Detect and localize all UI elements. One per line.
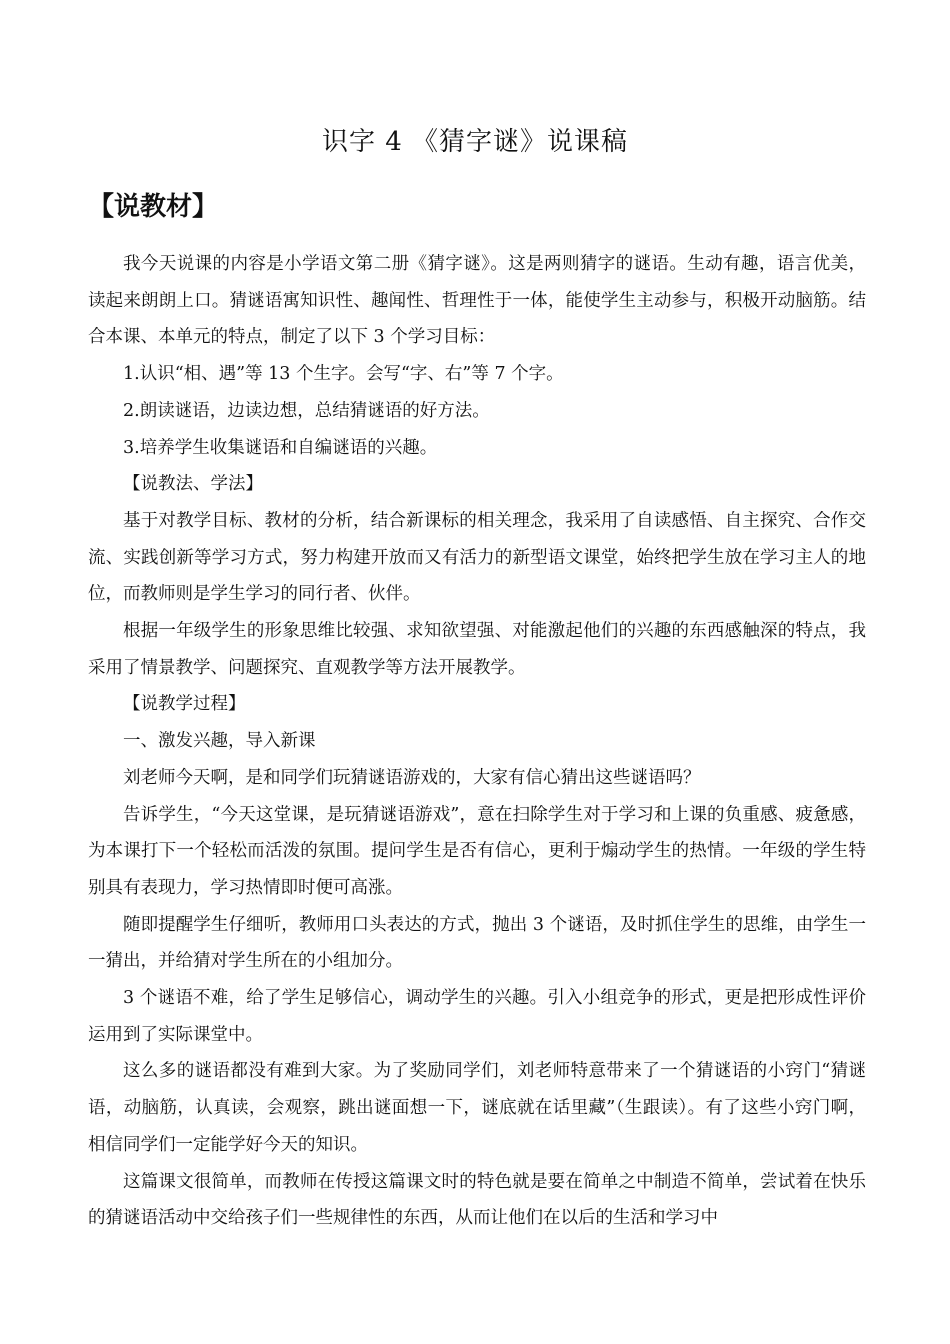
subheading-process: 【说教学过程】 (123, 694, 246, 715)
paragraph-riddles: 随即提醒学生仔细听，教师用口头表达的方式，抛出 3 个谜语，及时抓住学生的思维，由学生一一猜出，并给猜对学生所在的小组加分。 (88, 914, 866, 972)
subheading-methods: 【说教法、学法】 (123, 474, 263, 495)
paragraph-tips: 这么多的谜语都没有难到大家。为了奖励同学们，刘老师特意带来了一个猜谜语的小窍门“猜谜语，动脑筋，认真读，会观察，跳出谜面想一下，谜底就在话里藏”（生跟读）。有了这些小窍门啊，相信同学们一定能学好今天的知识。 (88, 1061, 866, 1155)
paragraph-intro: 我今天说课的内容是小学语文第二册《猜字谜》。这是两则猜字的谜语。生动有趣，语言优美，读起来朗朗上口。猜谜语寓知识性、趣闻性、哲理性于一体，能使学生主动参与，积极开动脑筋。结合本课、本单元的特点，制定了以下 3 个学习目标： (88, 254, 866, 348)
paragraph-explanation: 告诉学生，“今天这堂课，是玩猜谜语游戏”，意在扫除学生对于学习和上课的负重感、疲惫感，为本课打下一个轻松而活泼的氛围。提问学生是否有信心，更利于煽动学生的热情。一年级的学生特别具有表现力，学习热情即时便可高涨。 (88, 804, 866, 898)
paragraph-goal-1: 1.认识“相、遇”等 13 个生字。会写“字、右”等 7 个字。 (123, 364, 564, 385)
paragraph-evaluation: 3 个谜语不难，给了学生足够信心，调动学生的兴趣。引入小组竞争的形式，更是把形成性评价运用到了实际课堂中。 (88, 988, 866, 1045)
paragraph-goal-2: 2.朗读谜语，边读边想，总结猜谜语的好方法。 (123, 400, 490, 421)
paragraph-methods-2: 根据一年级学生的形象思维比较强、求知欲望强、对能激起他们的兴趣的东西感触深的特点，我采用了情景教学、问题探究、直观教学等方法开展教学。 (88, 621, 866, 678)
paragraph-methods-1: 基于对教学目标、教材的分析，结合新课标的相关理念，我采用了自读感悟、自主探究、合作交流、实践创新等学习方式，努力构建开放而又有活力的新型语文课堂，始终把学生放在学习主人的地位，而教师则是学生学习的同行者、伙伴。 (88, 510, 866, 605)
paragraph-feature: 这篇课文很简单，而教师在传授这篇课文时的特色就是要在简单之中制造不简单，尝试着在快乐的猜谜语活动中交给孩子们一些规律性的东西，从而让他们在以后的生活和学习中 (88, 1171, 866, 1229)
section-heading-textbook: 【说教材】 (88, 192, 219, 222)
paragraph-step-1-heading: 一、激发兴趣，导入新课 (123, 731, 316, 752)
paragraph-teacher-question: 刘老师今天啊，是和同学们玩猜谜语游戏的，大家有信心猜出这些谜语吗？ (123, 767, 701, 788)
paragraph-goal-3: 3.培养学生收集谜语和自编谜语的兴趣。 (123, 437, 438, 458)
document-body (88, 246, 866, 1237)
document-title: 识字 4 《猜字谜》说课稿 (321, 127, 629, 157)
